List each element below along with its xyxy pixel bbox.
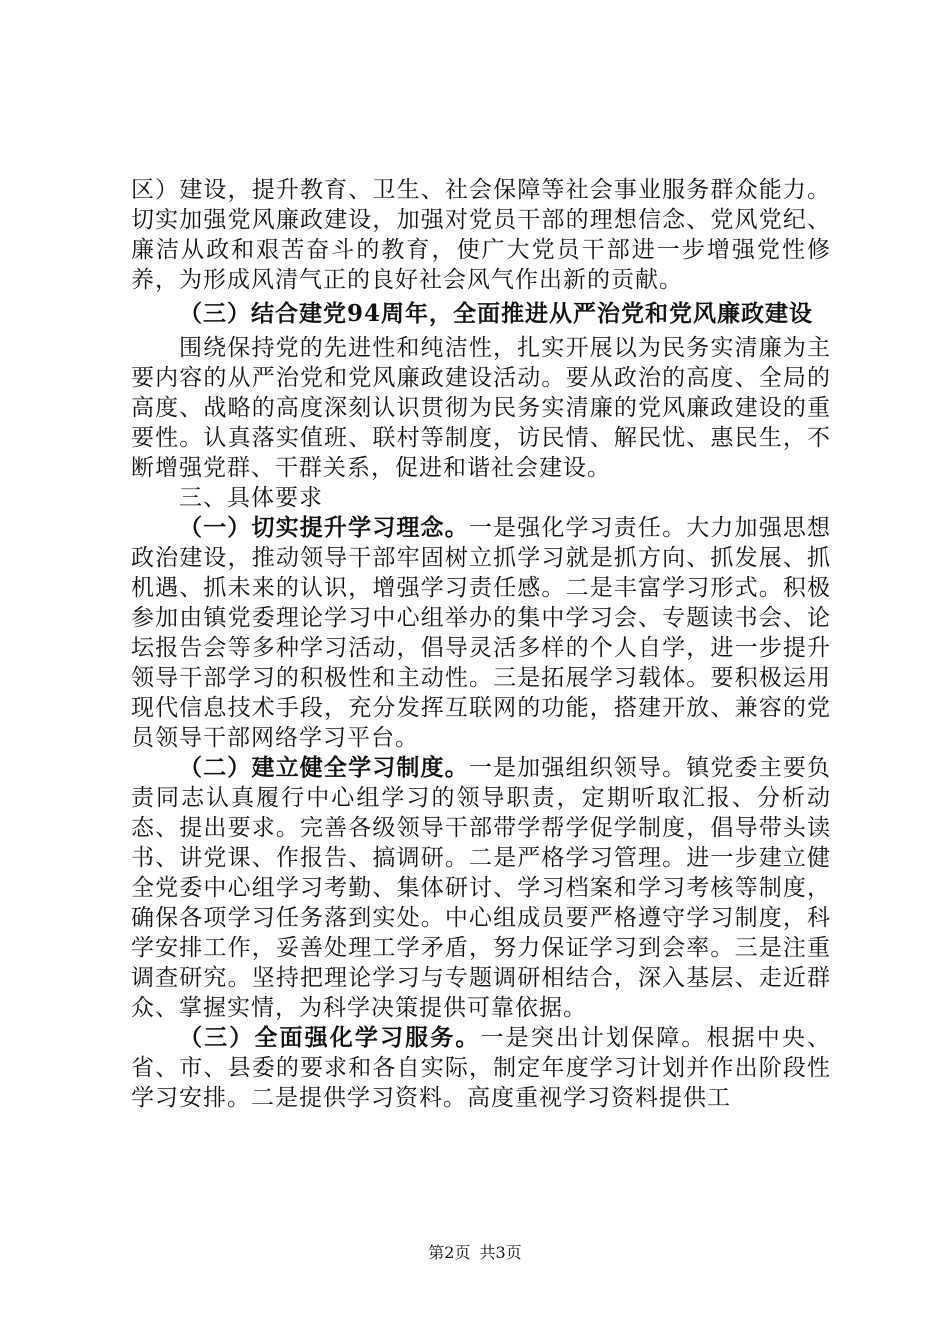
subheading-learning-system: （二）建立健全学习制度。 <box>179 754 469 781</box>
paragraph-learning-concept <box>131 513 831 753</box>
paragraph-learning-service-text: 一是突出计划保障。根据中央、省、市、县委的要求和各自实际，制定年度学习计划并作出阶段性学习安排。二是提供学习资料。高度重视学习资料提供工 <box>131 1025 832 1111</box>
paragraph-continuation: 区）建设，提升教育、卫生、社会保障等社会事业服务群众能力。切实加强党风廉政建设，加强对党员干部的理想信念、党风党纪、廉洁从政和艰苦奋斗的教育，使广大党员干部进一步增强党性修养，为形成风清气正的良好社会风气作出新的贡献。 <box>131 177 831 293</box>
page-footer <box>0 1243 950 1263</box>
paragraph-learning-system <box>131 753 831 1023</box>
document-body <box>131 175 831 1113</box>
paragraph-learning-system-text: 一是加强组织领导。镇党委主要负责同志认真履行中心组学习的领导职责，定期听取汇报、分析动态、提出要求。完善各级领导干部带学帮学促学制度，倡导带头读书、讲党课、作报告、搞调研。二是严格学习管理。进一步建立健全党委中心组学习考勤、集体研讨、学习档案和学习考核等制度，确保各项学习任务落到实处。中心组成员要严格遵守学习制度，科学安排工作，妥善处理工学矛盾，努力保证学习到会率。三是注重调查研究。坚持把理论学习与专题调研相结合，深入基层、走近群众、掌握实情，为科学决策提供可靠依据。 <box>131 755 832 1021</box>
section-heading-party-building: （三）结合建党94周年，全面推进从严治党和党风廉政建设 <box>179 300 814 327</box>
page-total: 共3页 <box>479 1243 522 1262</box>
subheading-learning-concept: （一）切实提升学习理念。 <box>179 514 469 541</box>
page-number: 第2页 <box>428 1243 471 1262</box>
paragraph-party-building: 围绕保持党的先进性和纯洁性，扎实开展以为民务实清廉为主要内容的从严治党和党风廉政建设活动。要从政治的高度、全局的高度、战略的高度深刻认识贯彻为民务实清廉的党风廉政建设的重要性。认真落实值班、联村等制度，访民情、解民忧、惠民生，不断增强党群、干群关系，促进和谐社会建设。 <box>131 335 831 481</box>
paragraph-learning-concept-text: 一是强化学习责任。大力加强思想政治建设，推动领导干部牢固树立抓学习就是抓方向、抓发展、抓机遇、抓未来的认识，增强学习责任感。二是丰富学习形式。积极参加由镇党委理论学习中心组举办的集中学习会、专题读书会、论坛报告会等多种学习活动，倡导灵活多样的个人自学，进一步提升领导干部学习的积极性和主动性。三是拓展学习载体。要积极运用现代信息技术手段，充分发挥互联网的功能，搭建开放、兼容的党员领导干部网络学习平台。 <box>131 515 832 751</box>
section-heading-requirements: 三、具体要求 <box>179 485 323 511</box>
subheading-learning-service: （三）全面强化学习服务。 <box>179 1024 481 1051</box>
paragraph-learning-service <box>131 1023 831 1113</box>
